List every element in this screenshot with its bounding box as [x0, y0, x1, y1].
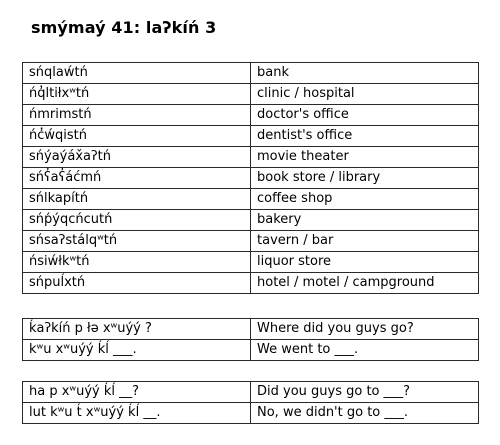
term-cell: ńc̓ẃqistń [23, 126, 251, 147]
term-cell: ńsiẃłkʷtń [23, 252, 251, 273]
gloss-cell: bakery [251, 210, 479, 231]
table-row [23, 231, 479, 252]
vocabulary-table [22, 62, 479, 294]
gloss-cell: bank [251, 63, 479, 84]
gloss-cell: clinic / hospital [251, 84, 479, 105]
gloss-cell: No, we didn't go to ___. [251, 403, 479, 424]
term-cell: sńʕ̓aʕ̓áćmń [23, 168, 251, 189]
gloss-cell: movie theater [251, 147, 479, 168]
table-row [23, 340, 479, 361]
table-row [23, 105, 479, 126]
gloss-cell: Did you guys go to ___? [251, 382, 479, 403]
table-row [23, 147, 479, 168]
term-cell: ha p xʷuýý ḱĺ __? [23, 382, 251, 403]
gloss-cell: book store / library [251, 168, 479, 189]
gloss-cell: dentist's office [251, 126, 479, 147]
table-row [23, 84, 479, 105]
gloss-cell: doctor's office [251, 105, 479, 126]
table-row [23, 63, 479, 84]
term-cell: sńṕýqcńcutń [23, 210, 251, 231]
gloss-cell: liquor store [251, 252, 479, 273]
term-cell: lut kʷu t́ xʷuýý ḱĺ __. [23, 403, 251, 424]
gloss-cell: Where did you guys go? [251, 319, 479, 340]
question-table-did-you [22, 381, 479, 424]
table-row [23, 189, 479, 210]
gloss-cell: tavern / bar [251, 231, 479, 252]
table-row [23, 319, 479, 340]
page-title: smýmaý 41: laʔkíń 3 [31, 18, 217, 37]
term-cell: sńsaʔstálqʷtń [23, 231, 251, 252]
term-cell: sńpuĺxtń [23, 273, 251, 294]
term-cell: sńqlaẃtń [23, 63, 251, 84]
table-row [23, 382, 479, 403]
table-row [23, 252, 479, 273]
term-cell: ḱaʔkíń p łə xʷuýý ? [23, 319, 251, 340]
table-row [23, 126, 479, 147]
table-row [23, 210, 479, 231]
term-cell: ńq̓ltiłxʷtń [23, 84, 251, 105]
gloss-cell: coffee shop [251, 189, 479, 210]
question-table-where [22, 318, 479, 361]
table-row [23, 168, 479, 189]
term-cell: ńmrimstń [23, 105, 251, 126]
table-row [23, 273, 479, 294]
gloss-cell: We went to ___. [251, 340, 479, 361]
term-cell: sńýaýáx̌aʔtń [23, 147, 251, 168]
term-cell: kʷu xʷuýý ḱĺ ___. [23, 340, 251, 361]
gloss-cell: hotel / motel / campground [251, 273, 479, 294]
table-row [23, 403, 479, 424]
term-cell: sńlkapítń [23, 189, 251, 210]
